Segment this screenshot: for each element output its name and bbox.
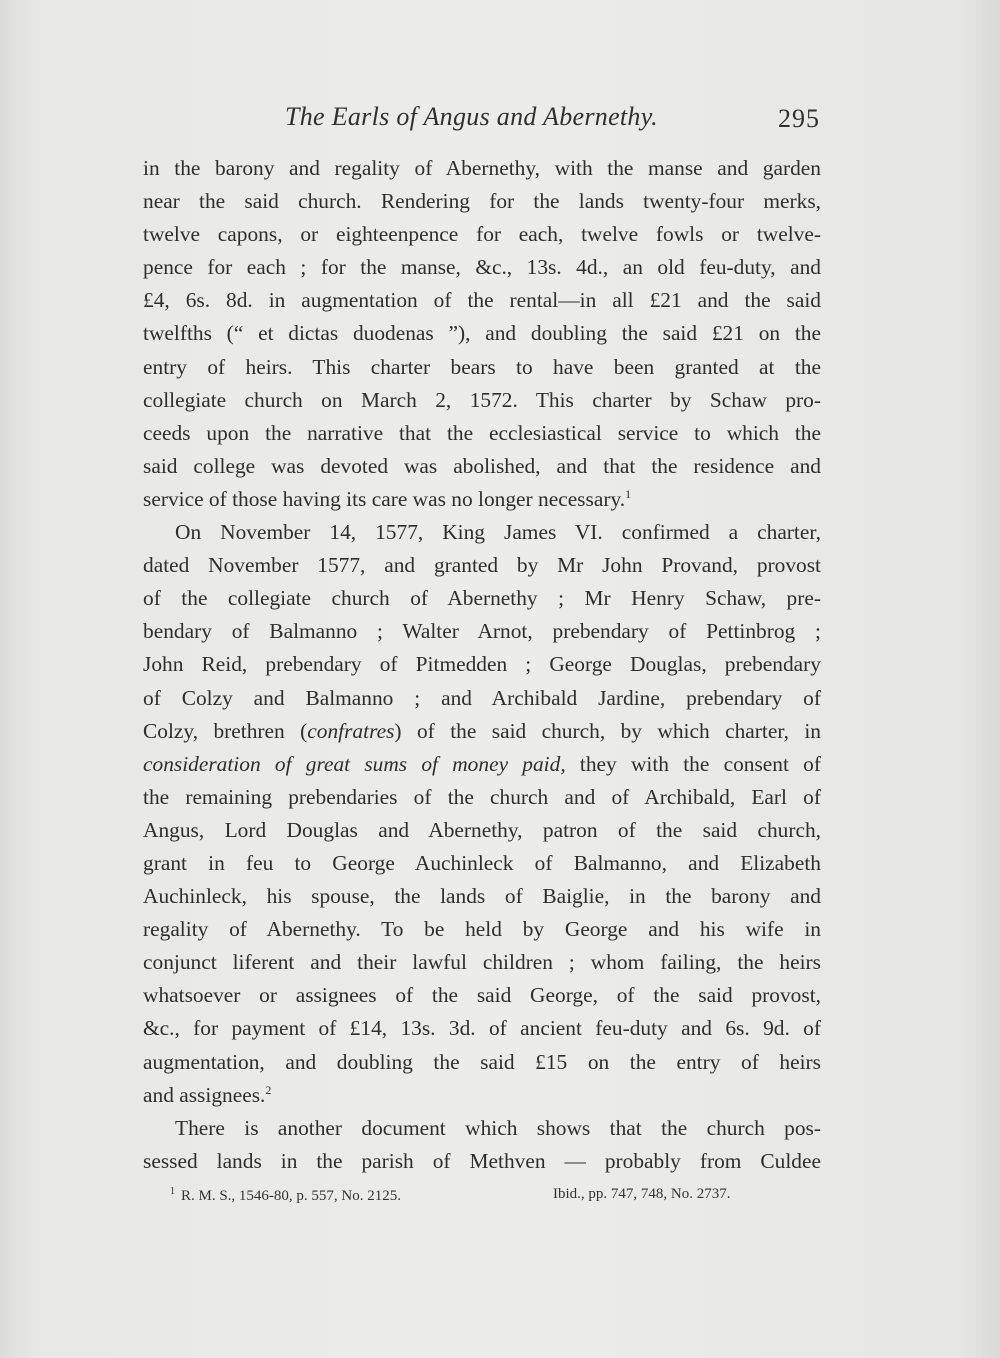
text-segment: Colzy, brethren ( [143,718,308,743]
page-header [145,98,820,138]
text-line: bendary of Balmanno ; Walter Arnot, prebendary of Pettinbrog ; [143,619,821,644]
paragraph-2 [143,516,821,1112]
italic-term: confratres [307,718,395,743]
text-line: whatsoever or assignees of the said George, of the said provost, [143,983,821,1008]
footnote-reference: 2 [265,1082,272,1097]
paragraph-3 [143,1112,821,1178]
text-line: said college was devoted was abolished, and that the residence and [143,453,821,478]
text-line: collegiate church on March 2, 1572. This charter by Schaw pro- [143,387,821,412]
text-line: the remaining prebendaries of the church and of Archibald, Earl of [143,784,821,809]
text-line-content: and assignees. [143,1082,266,1107]
text-line: conjunct liferent and their lawful children ; whom failing, the heirs [143,950,821,975]
text-line-last [143,1079,821,1112]
footnote-mark: 1 [170,1186,175,1197]
text-line: John Reid, prebendary of Pitmedden ; George Douglas, prebendary [143,652,821,677]
text-line: Angus, Lord Douglas and Abernethy, patron of the said church, [143,817,821,842]
text-line: £4, 6s. 8d. in augmentation of the rental—in all £21 and the said [143,288,821,313]
text-segment: ) of the said church, by which charter, in [394,718,821,743]
running-title: The Earls of Angus and Abernethy. [285,102,658,131]
text-line: ceeds upon the narrative that the ecclesiastical service to which the [143,420,821,445]
italic-phrase: consideration of great sums of money paid, [143,751,566,776]
footnote-text: Ibid., pp. 747, 748, No. 2737. [553,1186,731,1202]
footnotes [170,1186,790,1210]
footnote-1 [170,1186,401,1205]
text-line: twelve capons, or eighteenpence for each, twelve fowls or twelve- [143,222,821,247]
text-line: There is another document which shows that the church pos- [175,1115,821,1140]
text-line: On November 14, 1577, King James VI. confirmed a charter, [175,520,821,545]
text-line: pence for each ; for the manse, &c., 13s. 4d., an old feu-duty, and [143,255,821,280]
text-line: grant in feu to George Auchinleck of Balmanno, and Elizabeth [143,850,821,875]
text-line-with-italic [143,715,821,748]
text-line: twelfths (“ et dictas duodenas ”), and doubling the said £21 on the [143,321,821,346]
text-line: near the said church. Rendering for the lands twenty-four merks, [143,189,821,214]
text-line-content: service of those having its care was no longer necessary. [143,486,626,511]
text-line: augmentation, and doubling the said £15 on the entry of heirs [143,1049,821,1074]
text-line: dated November 1577, and granted by Mr John Provand, provost [143,553,821,578]
text-line-with-italic [143,748,821,781]
footnote-reference: 1 [625,486,632,501]
text-line: of Colzy and Balmanno ; and Archibald Jardine, prebendary of [143,685,821,710]
text-line-last [143,483,821,516]
text-line: in the barony and regality of Abernethy, with the manse and garden [143,156,821,180]
page-number: 295 [778,104,820,133]
text-line: of the collegiate church of Abernethy ; Mr Henry Schaw, pre- [143,586,821,611]
text-line: sessed lands in the parish of Methven — probably from Culdee [143,1148,821,1173]
footnote-2 [553,1186,731,1203]
text-segment: they with the consent of [565,751,821,776]
paragraph-1 [143,152,821,516]
body-text [143,152,821,1178]
text-line: Auchinleck, his spouse, the lands of Baiglie, in the barony and [143,884,821,909]
text-line: &c., for payment of £14, 13s. 3d. of ancient feu-duty and 6s. 9d. of [143,1016,821,1041]
text-line: regality of Abernethy. To be held by George and his wife in [143,917,821,942]
text-line: entry of heirs. This charter bears to have been granted at the [143,354,821,379]
footnote-text: R. M. S., 1546-80, p. 557, No. 2125. [181,1188,402,1204]
